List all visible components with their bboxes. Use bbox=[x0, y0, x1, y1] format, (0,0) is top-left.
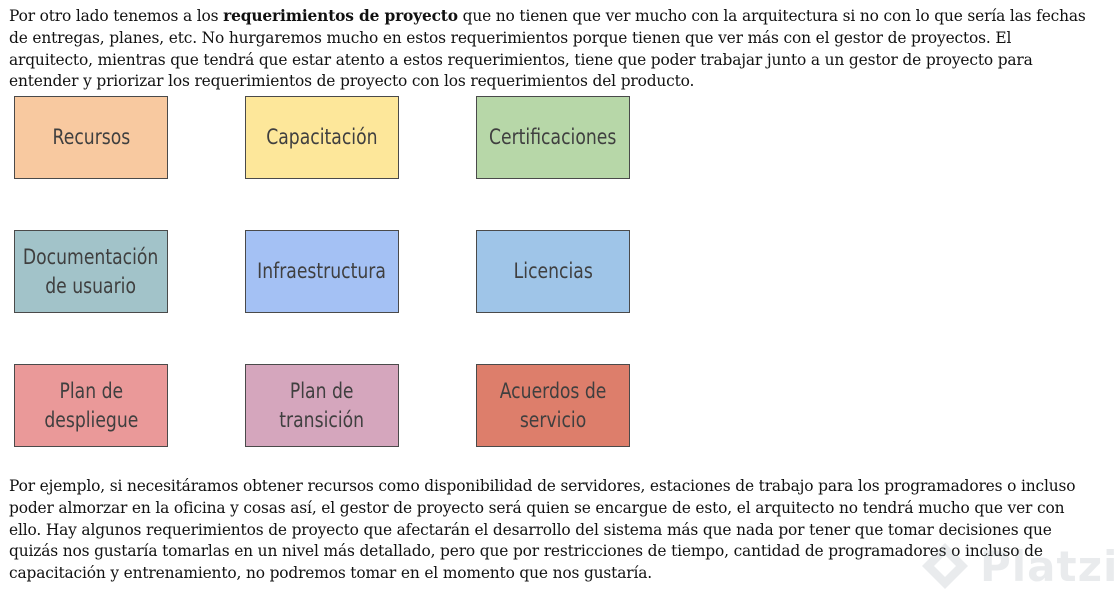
intro-text-start: Por otro lado tenemos a los bbox=[9, 7, 224, 25]
box-label: Certificaciones bbox=[489, 125, 617, 149]
box-label: Plan de transición bbox=[279, 378, 365, 432]
box-label: Infraestructura bbox=[257, 259, 387, 283]
intro-paragraph bbox=[9, 6, 1089, 93]
box-label: Documentación de usuario bbox=[23, 244, 159, 298]
box-capacitacion bbox=[245, 96, 399, 179]
box-recursos bbox=[14, 96, 168, 179]
watermark-text: Platzi bbox=[980, 541, 1118, 591]
box-infraestructura bbox=[245, 230, 399, 313]
box-label: Capacitación bbox=[266, 125, 378, 149]
requirements-grid bbox=[14, 96, 634, 450]
box-label: Licencias bbox=[513, 259, 593, 283]
box-label: Acuerdos de servicio bbox=[499, 378, 607, 432]
box-label: Recursos bbox=[52, 125, 130, 149]
box-plan-de-transicion bbox=[245, 364, 399, 447]
box-acuerdos-de-servicio bbox=[476, 364, 630, 447]
intro-text-end: que no tienen que ver mucho con la arquitectura si no con lo que sería las fechas de entregas, planes, etc. No hurgaremos mucho en estos requerimientos porque tienen que ver más con el gestor de proyectos. El arquitecto, mientras que tendrá que estar atento a estos requerimientos, tiene que poder trabajar junto a un gestor de proyecto para entender y priorizar los requerimientos de proyecto con los requerimientos del producto. bbox=[9, 7, 1086, 91]
box-documentacion-de-usuario bbox=[14, 230, 168, 313]
outro-paragraph: Por ejemplo, si necesitáramos obtener recursos como disponibilidad de servidores, estaciones de trabajo para los programadores o incluso poder almorzar en la oficina y cosas así, el gestor de proyecto será quien se encargue de esto, el arquitecto no tendrá mucho que ver con ello. Hay algunos requerimientos de proyecto que afectarán el desarrollo del sistema más que nada por tener que tomar decisiones que quizás nos gustaría tomarlas en un nivel más detallado, pero que por restricciones de tiempo, cantidad de programadores o incluso de capacitación y entrenamiento, no podremos tomar en el momento que nos gustaría. bbox=[9, 477, 1076, 583]
box-label: Plan de despliegue bbox=[43, 378, 139, 432]
intro-bold-term: requerimientos de proyecto bbox=[223, 7, 458, 25]
box-certificaciones bbox=[476, 96, 630, 179]
box-licencias bbox=[476, 230, 630, 313]
box-plan-de-despliegue bbox=[14, 364, 168, 447]
